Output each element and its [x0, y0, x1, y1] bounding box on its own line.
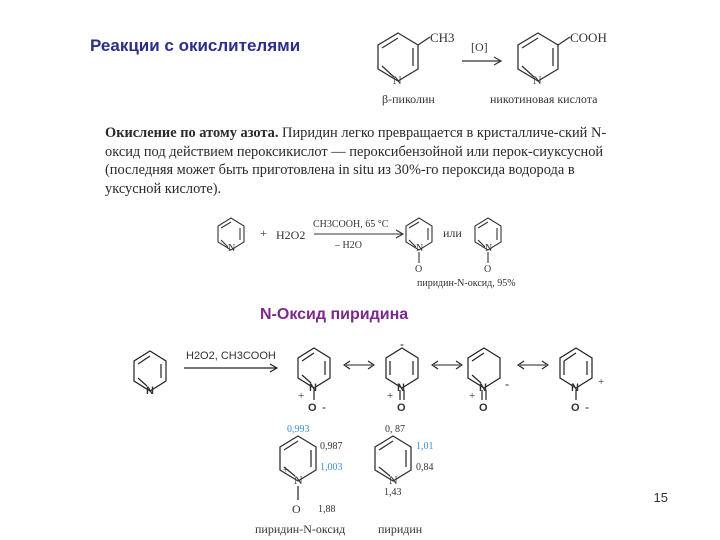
n-oxide-b-n: N — [485, 243, 493, 254]
n-oxide-a-o: O — [415, 264, 423, 275]
nicotinic-n-atom: N — [533, 73, 542, 87]
res2-plus: + — [387, 390, 394, 402]
section-subtitle: N-Оксид пиридина — [260, 306, 409, 323]
nicotinic-acid-label: никотиновая кислота — [490, 92, 598, 106]
conditions-top: CH3COOH, 65 °C — [313, 219, 389, 230]
resonance-arrow-3 — [516, 360, 550, 370]
res2-minus: - — [400, 337, 404, 351]
small-pyridine-n: N — [228, 243, 236, 254]
res1-minus: - — [322, 400, 326, 414]
density-oxide-o: O — [292, 502, 301, 516]
res4-plus: + — [598, 376, 605, 388]
pyridine-density-label: пиридин — [378, 522, 423, 536]
density-pyridine-n: N — [389, 473, 398, 487]
oxidation-paragraph — [105, 124, 625, 198]
oxide-value-3: 1,003 — [320, 462, 343, 473]
page-number: 15 — [653, 490, 668, 505]
res4-minus: - — [585, 400, 589, 414]
reaction-arrow-1 — [460, 56, 504, 66]
pyridine-value-1: 0, 87 — [385, 424, 405, 435]
slide-title: Реакции с окислителями — [90, 36, 301, 55]
res3-o: O — [479, 402, 488, 414]
pyridine-value-4: 1,43 — [384, 487, 402, 498]
reaction-arrow-2 — [312, 229, 408, 239]
oxide-value-1: 0,993 — [287, 424, 310, 435]
res1-o: O — [308, 402, 317, 414]
res1-n: N — [309, 382, 317, 394]
density-plus: + — [283, 465, 289, 476]
res3-n: N — [479, 382, 487, 394]
n-oxide-yield-label: пиридин-N-оксид, 95% — [417, 278, 516, 289]
methyl-group: CH3 — [430, 30, 455, 45]
picoline-n-atom: N — [393, 73, 402, 87]
density-oxide-n: N — [294, 473, 303, 487]
oxide-value-4: 1,88 — [318, 504, 336, 515]
plus-sign: + — [260, 226, 267, 240]
paragraph-lead: Окисление по атому азота. — [105, 125, 279, 141]
oxide-density-label: пиридин-N-оксид — [255, 522, 346, 536]
res4-n: N — [571, 382, 579, 394]
res3-minus: - — [505, 377, 509, 391]
res4-o: O — [571, 402, 580, 414]
reaction-arrow-3 — [182, 363, 282, 373]
pyridine-value-3: 0,84 — [416, 462, 434, 473]
resonance-arrow-1 — [342, 360, 376, 370]
or-label: или — [443, 226, 462, 240]
res1-plus: + — [298, 390, 305, 402]
carboxyl-group: COOH — [570, 30, 607, 45]
resonance-arrow-2 — [430, 360, 464, 370]
oxidant-label: [O] — [471, 40, 488, 54]
res2-o: O — [397, 402, 406, 414]
n-oxide-a-n: N — [416, 243, 424, 254]
hydrogen-peroxide: H2O2 — [276, 228, 306, 242]
n-oxide-b-o: O — [484, 264, 492, 275]
res2-n: N — [397, 382, 405, 394]
paragraph-text: Пиридин легко превращается в кристалличе-ский N-оксид под действием пероксикислот — пероксибензойной или перок-сиуксусной (последняя может быть приготовлена in situ из 30%-го пероксида водорода в уксусной кислоте). — [105, 125, 607, 197]
picoline-label: β-пиколин — [382, 92, 435, 106]
oxide-value-2: 0,987 — [320, 441, 343, 452]
scheme3-reagent: H2O2, CH3COOH — [186, 350, 276, 362]
pyridine-value-2: 1,01 — [416, 441, 434, 452]
res3-plus: + — [469, 390, 476, 402]
scheme3-pyridine-n: N — [146, 385, 154, 397]
conditions-bottom: – H2O — [335, 240, 362, 251]
